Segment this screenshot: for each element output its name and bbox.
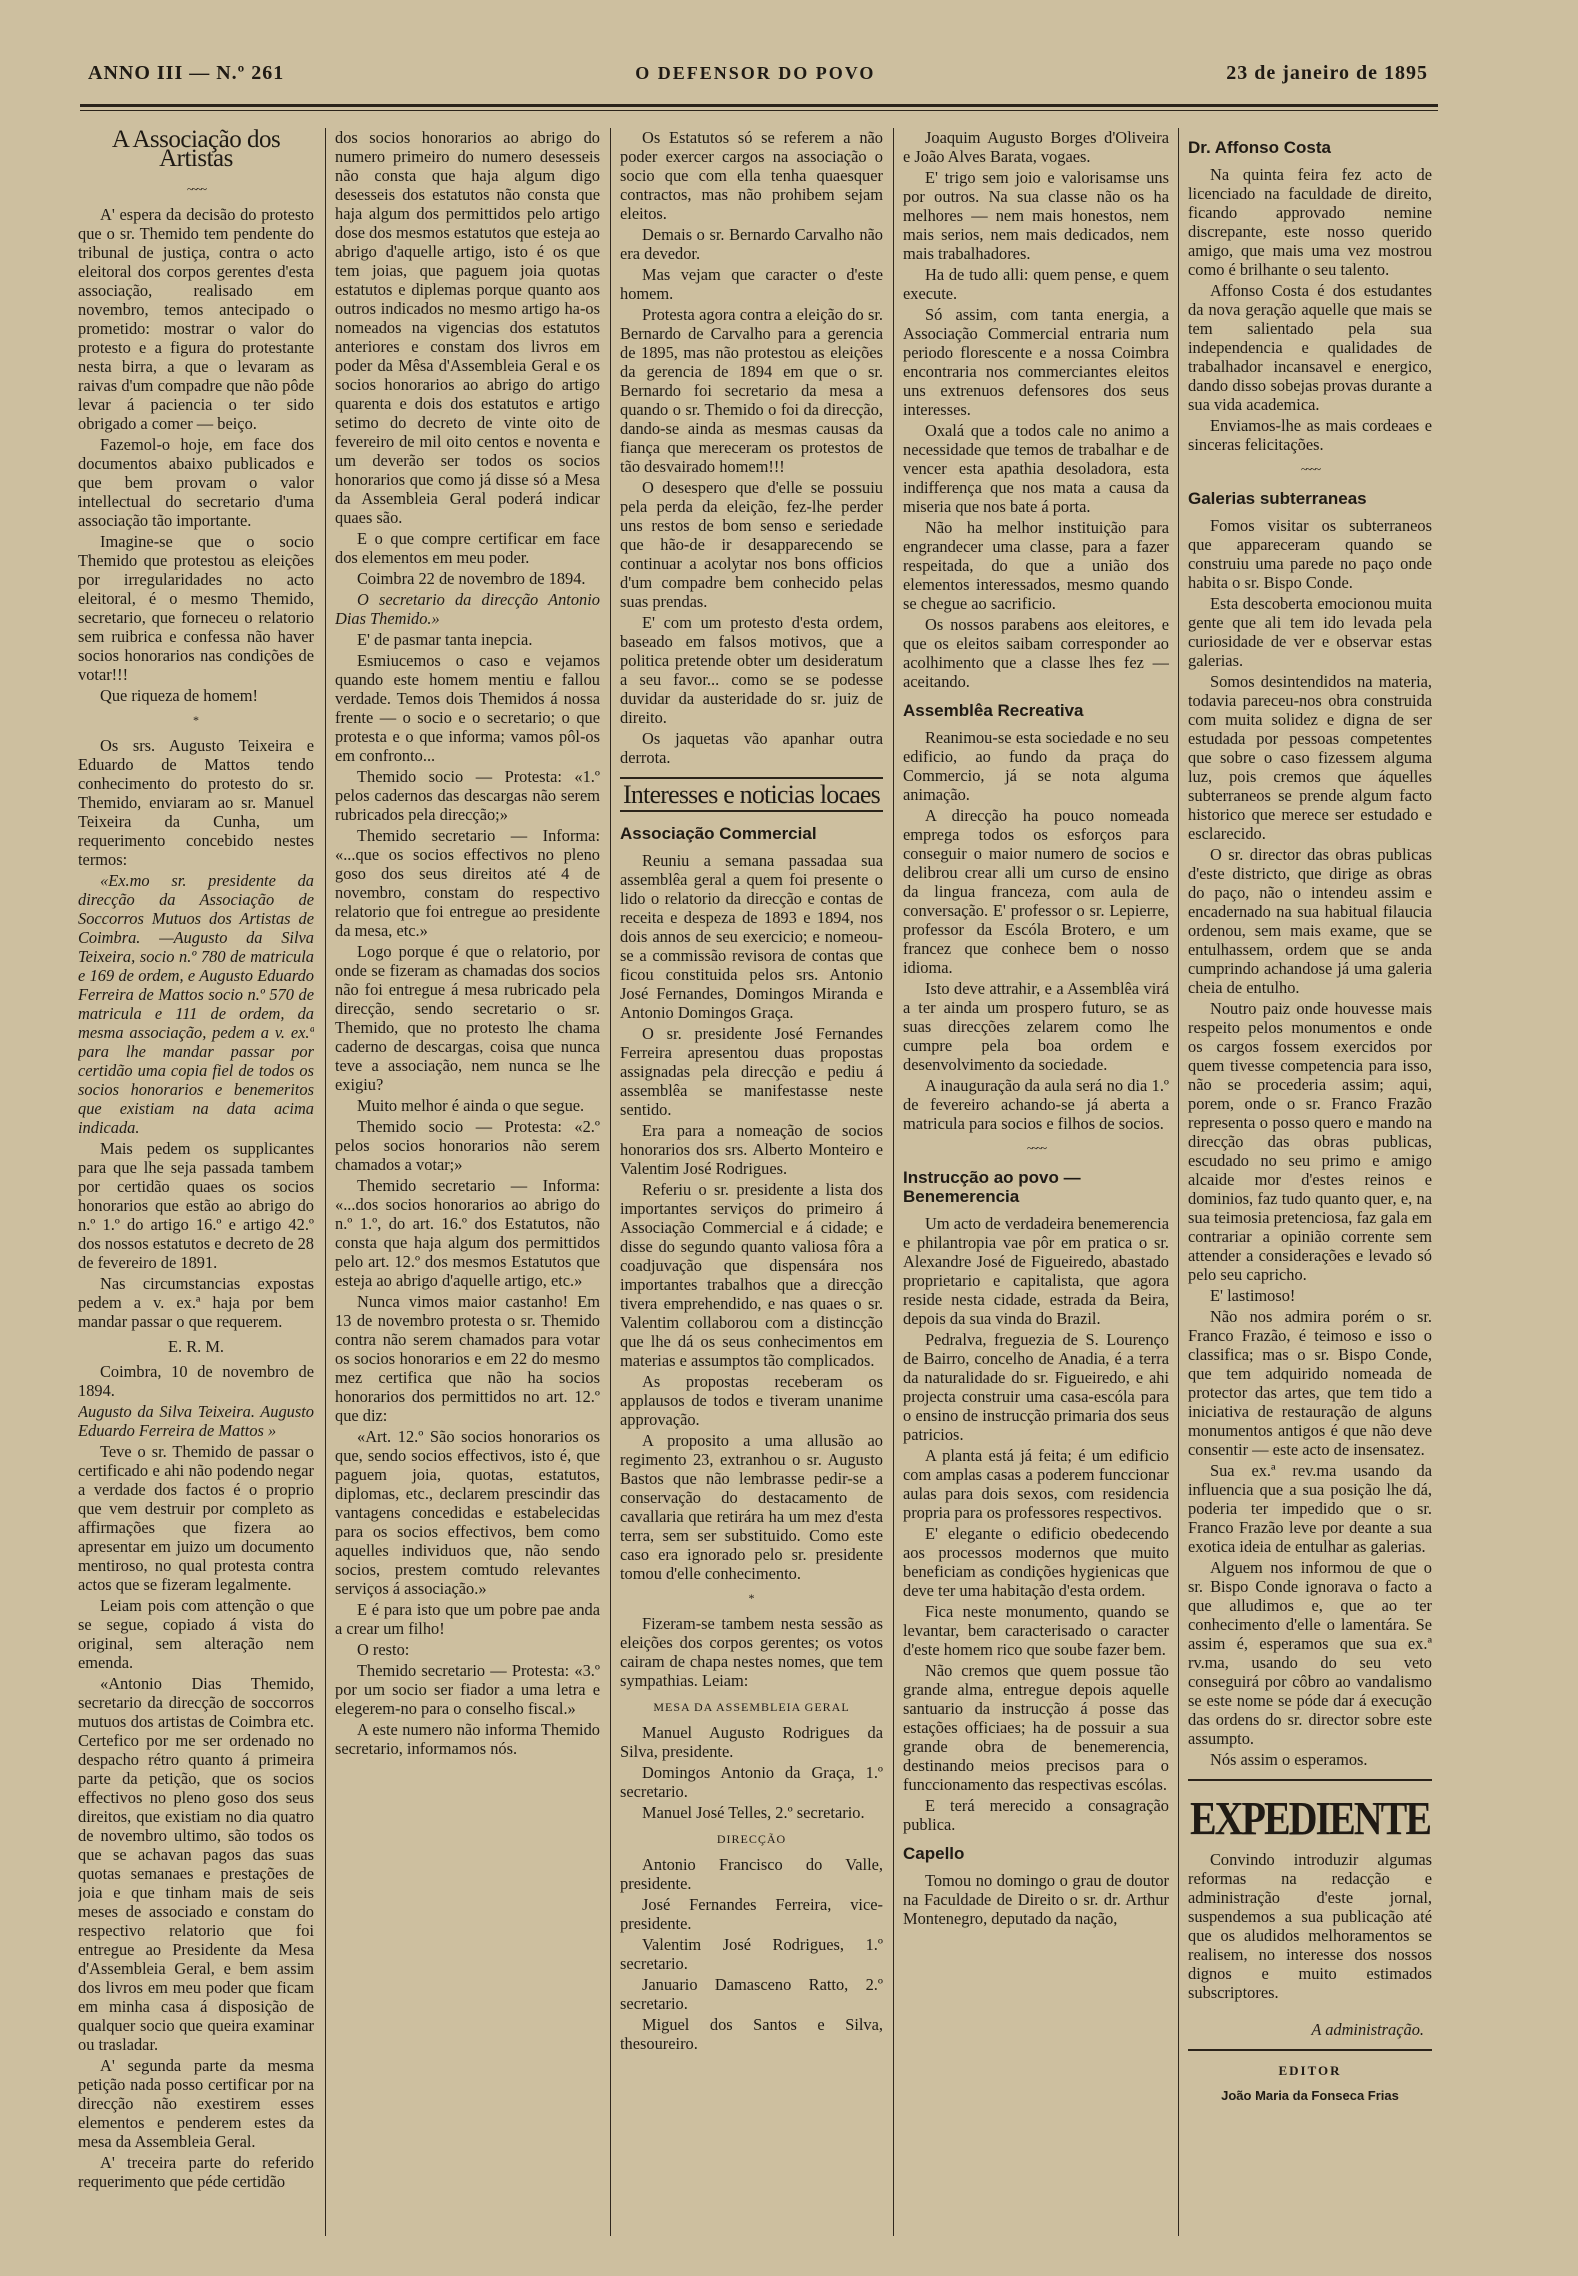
paragraph: Os srs. Augusto Teixeira e Eduardo de Mattos tendo conhecimento do protesto do sr. Themido, enviaram ao sr. Manuel Teixeira da Cunha, um requerimento concebido nestes termos: xyxy=(78,736,314,869)
paragraph: Tomou no domingo o grau de doutor na Faculdade de Direito o sr. dr. Arthur Montenegro, deputado da nação, xyxy=(903,1871,1169,1928)
paragraph: Esmiucemos o caso e vejamos quando este homem mentiu e fallou verdade. Temos dois Themidos á nossa frente — o socio e o secretario; o que protesta e o que informa; vamos pôl-os em confronto... xyxy=(335,651,600,765)
paragraph: Coimbra, 10 de novembro de 1894. xyxy=(78,1362,314,1400)
paragraph: Muito melhor é ainda o que segue. xyxy=(357,1096,585,1115)
paragraph: Enviamos-lhe as mais cordeaes e sinceras felicitações. xyxy=(1188,416,1432,454)
paragraph: As propostas receberam os applausos de todos e tiveram unanime approvação. xyxy=(620,1372,883,1429)
paragraph: A' segunda parte da mesma petição nada posso certificar por na direcção não exestirem esses elementos e penderem estes da mesa da Assembleia Geral. xyxy=(78,2056,314,2151)
issue-date: 23 de janeiro de 1895 xyxy=(1226,61,1428,84)
paragraph: A planta está já feita; é um edificio com amplas casas a poderem funccionar aulas para dois sexos, com residencia propria para os professores respectivos. xyxy=(903,1446,1169,1522)
paragraph: A' treceira parte do referido requerimento que péde certidão xyxy=(78,2153,314,2191)
paragraph: O secretario da direcção Antonio Dias Themido.» xyxy=(335,590,600,628)
paragraph: Noutro paiz onde houvesse mais respeito pelos monumentos e onde os cargos fossem exercidos por quem tivesse competencia para isso, não se procederia assim; aqui, porem, onde o sr. Franco Frazão representa o posso quero e mando na direcção das obras publicas, escudado no seu primo e amigo alcaide mor d'estes reinos e dominios, faz tudo quanto quer, e, na sua teimosia pretenciosa, faz gala em contrariar a opinião corrente sem attender a considerações e levado só pelo seu capricho. xyxy=(1188,999,1432,1284)
column-divider xyxy=(1178,128,1179,2236)
paragraph: Nós assim o esperamos. xyxy=(1210,1750,1368,1769)
paragraph: Não nos admira porém o sr. Franco Frazão, é teimoso e isso o classifica; mas o sr. Bispo Conde, que tem adquirido nomeada de protector das artes, que tem tido a iniciativa de restauração de alguns monumentos antigos é que não deve consentir — este acto de insensatez. xyxy=(1188,1307,1432,1459)
section-rule xyxy=(1188,2049,1432,2051)
column-divider xyxy=(610,128,611,2236)
paragraph: Manuel José Telles, 2.º secretario. xyxy=(642,1803,865,1822)
paragraph: Antonio Francisco do Valle, presidente. xyxy=(620,1855,883,1893)
section-heading: Interesses e noticias locaes xyxy=(620,777,883,812)
paragraph: Januario Damasceno Ratto, 2.º secretario. xyxy=(620,1975,883,2013)
paragraph: Os jaquetas vão apanhar outra derrota. xyxy=(620,729,883,767)
paragraph: Não ha melhor instituição para engrandecer uma classe, para a fazer respeitada, do que a união dos elementos interessados, mesmo quando se chegue ao sacrificio. xyxy=(903,518,1169,613)
paragraph: Nas circumstancias expostas pedem a v. ex.ª haja por bem mandar passar o que requerem. xyxy=(78,1274,314,1331)
paragraph: Nunca vimos maior castanho! Em 13 de novembro protesta o sr. Themido contra não serem chamados para votar os socios honorarios e em 22 do mesmo mez certifica que não ha socios honorarios dos permittidos no art. 12.º que diz: xyxy=(335,1292,600,1425)
editor-label: EDITOR xyxy=(1278,2063,1342,2078)
subheading: MESA DA ASSEMBLEIA GERAL xyxy=(653,1700,850,1714)
masthead-rule xyxy=(80,104,1438,107)
paragraph: Fizeram-se tambem nesta sessão as eleições dos corpos gerentes; os votos cairam de chapa nestes nomes, que tem sympathias. Leiam: xyxy=(620,1614,883,1690)
paragraph: Só assim, com tanta energia, a Associação Commercial entraria num periodo florescente e a nossa Coimbra encontraria nos commerciantes eleitos uns extrenuos defensores dos seus interesses. xyxy=(903,305,1169,419)
paragraph: E' de pasmar tanta inepcia. xyxy=(357,630,533,649)
column-divider xyxy=(325,128,326,2236)
paragraph: Fica neste monumento, quando se levantar, bem caracterisado o caracter d'este homem rico que soube fazer bem. xyxy=(903,1602,1169,1659)
paragraph: Reanimou-se esta sociedade e no seu edificio, ao fundo da praça do Commercio, já se nota alguma animação. xyxy=(903,728,1169,804)
newspaper-title: O DEFENSOR DO POVO xyxy=(635,62,876,83)
paragraph: Os Estatutos só se referem a não poder exercer cargos na associação o socio que com ella tenha quaesquer contractos, mas não prohibem sejam eleitos. xyxy=(620,128,883,223)
paragraph: Alguem nos informou de que o sr. Bispo Conde ignorava o facto a que alludimos e, que ao ter conhecimento d'elle o lamentára. Se assim é, esperamos que sua ex.ª rv.ma, usando do seu veto conseguirá por côbro ao vandalismo se este nome se póde dar á execução das ordens do sr. director sobre este assumpto. xyxy=(1188,1558,1432,1748)
paragraph: Sua ex.ª rev.ma usando da influencia que a sua posição lhe dá, poderia ter impedido que o sr. Franco Frazão leve por deante a sua exotica ideia de entulhar as galerias. xyxy=(1188,1461,1432,1556)
paragraph: E' trigo sem joio e valorisamse uns por outros. Na sua classe não os ha melhores — nem mais honestos, nem mais serios, nem mais dedicados, nem mais trabalhadores. xyxy=(903,168,1169,263)
paragraph: E' elegante o edificio obedecendo aos processos modernos que muito beneficiam as condições hygienicas que deve ter uma habitação d'esta ordem. xyxy=(903,1524,1169,1600)
paragraph: E o que compre certificar em face dos elementos em meu poder. xyxy=(335,529,600,567)
subheading: DIRECÇÃO xyxy=(716,1832,787,1846)
paragraph: A este numero não informa Themido secretario, informamos nós. xyxy=(335,1720,600,1758)
paragraph: Esta descoberta emocionou muita gente que ali tem ido levada pela curiosidade de ver e observar estas galerias. xyxy=(1188,594,1432,670)
paragraph: Domingos Antonio da Graça, 1.º secretario. xyxy=(620,1763,883,1801)
paragraph: E terá merecido a consagração publica. xyxy=(903,1796,1169,1834)
article-heading: Associação Commercial xyxy=(620,824,817,843)
paragraph: Mas vejam que caracter o d'este homem. xyxy=(620,265,883,303)
paragraph: Affonso Costa é dos estudantes da nova geração aquelle que mais se tem salientado pela sua independencia e qualidades de trabalhador incansavel e energico, dando disso sobejas provas durante a sua vida academica. xyxy=(1188,281,1432,414)
column-3 xyxy=(620,128,883,2210)
paragraph: Valentim José Rodrigues, 1.º secretario. xyxy=(620,1935,883,1973)
paragraph: A proposito a uma allusão ao regimento 23, extranhou o sr. Augusto Bastos que não lembrasse pedir-se a conservação do destacamento de cavallaria que retirára ha um mez d'esta terra, sem ser substituido. Como este caso era ignorado pelo sr. presidente tomou d'elle conhecimento. xyxy=(620,1431,883,1583)
issue-number: ANNO III — N.º 261 xyxy=(88,61,285,84)
paragraph: E' com um protesto d'esta ordem, baseado em falsos motivos, que a politica pretende obter um desideratum a seu favor... como se se podesse duvidar da austeridade do sr. juiz de direito. xyxy=(620,613,883,727)
ornament-star: * xyxy=(748,1591,755,1605)
paragraph: Os nossos parabens aos eleitores, e que os eleitos saibam corresponder ao acolhimento que a classe lhes fez — aceitando. xyxy=(903,615,1169,691)
column-divider xyxy=(893,128,894,2236)
paragraph: «Art. 12.º São socios honorarios os que, sendo socios effectivos, isto é, que paguem joia, quotas, estatutos, diplomas, etc., declarem prescindir das vantagens concedidas e estabelecidas para os socios effectivos, bem como aquelles individuos que, não sendo socios, prestem comtudo relevantes serviços á associação.» xyxy=(335,1427,600,1598)
paragraph: Joaquim Augusto Borges d'Oliveira e João Alves Barata, vogaes. xyxy=(903,128,1169,166)
paragraph: Fazemol-o hoje, em face dos documentos abaixo publicados e que bem provam o valor intellectual do secretario d'uma associação tão importante. xyxy=(78,435,314,530)
paragraph: Fomos visitar os subterraneos que appareceram quando se construiu uma parede no paço onde habita o sr. Bispo Conde. xyxy=(1188,516,1432,592)
article-heading: Dr. Affonso Costa xyxy=(1188,138,1331,157)
section-rule xyxy=(1188,1779,1432,1781)
article-heading: Galerias subterraneas xyxy=(1188,489,1367,508)
paragraph: Leiam pois com attenção o que se segue, copiado á vista do original, sem alteração nem emenda. xyxy=(78,1596,314,1672)
paragraph: Miguel dos Santos e Silva, thesoureiro. xyxy=(620,2015,883,2053)
paragraph: Themido secretario — Informa: «...que os socios effectivos no pleno goso dos seus direitos até 4 de novembro, constam do respectivo relatorio que foi entregue ao presidente da mesa, etc.» xyxy=(335,826,600,940)
article-heading: Instrucção ao povo — Benemerencia xyxy=(903,1168,1081,1206)
paragraph: Themido secretario — Informa: «...dos socios honorarios ao abrigo do n.º 1.º, do art. 16.º dos Estatutos, não consta que haja algum dos permittidos pelo art. 12.º dos mesmos Estatutos que esteja ao abrigo d'aquelle artigo, etc.» xyxy=(335,1176,600,1290)
paragraph: Na quinta feira fez acto de licenciado na faculdade de direito, ficando approvado nemine discrepante, este nosso querido amigo, que mais uma vez mostrou como é brilhante o seu talento. xyxy=(1188,165,1432,279)
paragraph: Demais o sr. Bernardo Carvalho não era devedor. xyxy=(620,225,883,263)
paragraph: Oxalá que a todos cale no animo a necessidade que temos de trabalhar e de vencer esta apathia desoladora, esta indifferença que nos mata a causa da miseria que nos bate á porta. xyxy=(903,421,1169,516)
paragraph: «Ex.mo sr. presidente da direcção da Associação de Soccorros Mutuos dos Artistas de Coimbra. —Augusto da Silva Teixeira, socio n.º 780 de matricula e 169 de ordem, e Augusto Eduardo Ferreira de Mattos socio n.º 570 de matricula e 111 de ordem, da mesma associação, pedem a v. ex.ª para lhe mandar passar por certidão uma copia fiel de todos os socios honorarios e benemeritos que existiam na data acima indicada. xyxy=(78,871,314,1137)
paragraph: Themido socio — Protesta: «1.º pelos cadernos das descargas não serem rubricados pela direcção;» xyxy=(335,767,600,824)
column-1 xyxy=(78,128,314,2210)
paragraph: José Fernandes Ferreira, vice-presidente. xyxy=(620,1895,883,1933)
paragraph: O sr. director das obras publicas d'este districto, que dirige as obras do paço, não o intendeu assim e encadernado na sua habitual filaucia ordenou, sem mais exame, que se entulhassem, ordem que se anda cumprindo achandose já uma galeria cheia de entulho. xyxy=(1188,845,1432,997)
column-2 xyxy=(335,128,600,2210)
column-5 xyxy=(1188,128,1432,2210)
paragraph: Logo porque é que o relatorio, por onde se fizeram as chamadas dos socios não foi entregue á mesa rubricado pela direcção, sendo secretario o sr. Themido, que no protesto lhe chama caderno de descargas, coisa que nunca teve a associação, nem nunca se lhe exigiu? xyxy=(335,942,600,1094)
paragraph: E' lastimoso! xyxy=(1210,1286,1296,1305)
expediente-heading: EXPEDIENTE xyxy=(1189,1791,1431,1846)
paragraph: A' espera da decisão do protesto que o sr. Themido tem pendente do tribunal de justiça, contra o acto eleitoral dos corpos gerentes d'esta associação, realisado em novembro, temos antecipado o prometido: mostrar o valor do protesto e a figura do protestante nesta birra, a que o levaram as raivas d'um compadre que não pôde levar á paciencia o ter sido obrigado a comer — beiço. xyxy=(78,205,314,433)
masthead xyxy=(88,58,1428,88)
paragraph: Reuniu a semana passadaa sua assemblêa geral a quem foi presente o lido o relatorio da direcção e contas de receita e despeza de 1893 e 1894, nos dois annos de seu exercicio; e nomeou-se a commissão revisora de contas que ficou constituida pelos srs. Antonio José Fernandes, Domingos Miranda e Antonio Domingos Graça. xyxy=(620,851,883,1022)
ornament xyxy=(903,1139,1169,1158)
paragraph: A inauguração da aula será no dia 1.º de fevereiro achando-se já aberta a matricula para socios e filhos de socios. xyxy=(903,1076,1169,1133)
paragraph: O resto: xyxy=(357,1640,410,1659)
paragraph: Ha de tudo alli: quem pense, e quem execute. xyxy=(903,265,1169,303)
column-4 xyxy=(903,128,1169,2210)
paragraph: Referiu o sr. presidente a lista dos importantes serviços do primeiro á Associação Commercial e á cidade; e disse do segundo quanto valiosa fôra a coadjuvação que dispensára nos importantes trabalhos que a direcção tivera emprehendido, e nas quaes o sr. Valentim collaborou com a distincção que lhe dá os seus conhecimentos em materias e assumptos tão complicados. xyxy=(620,1180,883,1370)
paragraph: Teve o sr. Themido de passar o certificado e ahi não podendo negar a verdade dos factos é o proprio que vem destruir por completo as affirmações que fizera ao apresentar em juizo um documento mentiroso, no qual protesta contra actos que se fizeram legalmente. xyxy=(78,1442,314,1594)
masthead-rule-thin xyxy=(80,110,1438,111)
ornament-star: * xyxy=(193,713,199,727)
paragraph: Augusto da Silva Teixeira. Augusto Eduardo Ferreira de Mattos » xyxy=(78,1402,314,1440)
paragraph: Protesta agora contra a eleição do sr. Bernardo de Carvalho para a gerencia de 1895, mas não protestou as eleições da gerencia de 1894 em que o sr. Bernardo foi secretario da mesa a quando o sr. Themido o foi da direcção, dando-se ainda as mesmas causas da fiança que mereceram os protestos de tão desvairado homem!!! xyxy=(620,305,883,476)
paragraph: Era para a nomeação de socios honorarios dos srs. Alberto Monteiro e Valentim José Rodrigues. xyxy=(620,1121,883,1178)
administration-signature: A administração. xyxy=(1311,2020,1424,2039)
paragraph: dos socios honorarios ao abrigo do numero primeiro do numero desesseis não consta que haja algum digo desesseis dos estatutos não consta que haja algum dos permittidos pelo artigo dose dos mesmos estatutos que esteja ao abrigo d'aquelle artigo, isto é os que tem joias, que paguem joia quotas estatutos e diplemas porque quanto aos outros indicados no mesmo artigo ha-os nomeados na vigencias dos estatutos anteriores e constam dos livros em poder da Mêsa d'Assembleia Geral e os socios honorarios ao abrigo do artigo quarenta e dois dos estatutos e artigo setimo do decreto de vinte oito de fevereiro de mil oito centos e noventa e um deverão ser todos os socios honorarios que como já disse só a Mesa da Assembleia Geral poderá indicar quaes são. xyxy=(335,128,600,527)
paragraph: Mais pedem os supplicantes para que lhe seja passada tambem por certidão quaes os socios honorarios que estão ao abrigo do n.º 1.º do artigo 16.º e artigo 42.º dos nossos estatutos e decreto de 28 de fevereiro de 1891. xyxy=(78,1139,314,1272)
ornament xyxy=(78,180,314,199)
paragraph: Isto deve attrahir, e a Assemblêa virá a ter ainda um prospero futuro, se as suas direcções zelarem como lhe cumpre pela boa ordem e desenvolvimento da sociedade. xyxy=(903,979,1169,1074)
paragraph: Convindo introduzir algumas reformas na redacção e administração d'este jornal, suspendemos a sua publicação até que os aludidos melhoramentos se realisem, no interesse dos nossos dignos e muito estimados subscriptores. xyxy=(1188,1850,1432,2002)
paragraph: Que riqueza de homem! xyxy=(100,686,258,705)
signature-initials: E. R. M. xyxy=(167,1337,224,1356)
paragraph: A direcção ha pouco nomeada emprega todos os esforços para conseguir o maior numero de socios e delibrou crear alli um curso de ensino da lingua franceza, com aula de conversação. E' professor o sr. Lepierre, professor da Escóla Brotero, e um francez que conhece bem o nosso idioma. xyxy=(903,806,1169,977)
article-heading: Assemblêa Recreativa xyxy=(903,701,1084,720)
paragraph: Themido secretario — Protesta: «3.º por um socio ser fiador a uma letra e elegerem-no para o conselho fiscal.» xyxy=(335,1661,600,1718)
article-heading: Capello xyxy=(903,1844,965,1863)
paragraph: Imagine-se que o socio Themido que protestou as eleições por irregularidades no acto eleitoral, é o mesmo Themido, secretario, que forneceu o relatorio sem ruibrica e confessa não haver socios honorarios nas condições de votar!!! xyxy=(78,532,314,684)
ornament xyxy=(1188,460,1432,479)
editor-name: João Maria da Fonseca Frias xyxy=(1221,2088,1399,2103)
paragraph: E é para isto que um pobre pae anda a crear um filho! xyxy=(335,1600,600,1638)
article-heading: A Associação dos Artistas xyxy=(111,128,281,172)
paragraph: Manuel Augusto Rodrigues da Silva, presidente. xyxy=(620,1723,883,1761)
paragraph: Um acto de verdadeira benemerencia e philantropia vae pôr em pratica o sr. Alexandre José de Figueiredo, abastado proprietario e capitalista, que agora reside nesta cidade, estrada da Beira, depois da sua vinda do Brazil. xyxy=(903,1214,1169,1328)
paragraph: Somos desintendidos na materia, todavia pareceu-nos obra construida com muita solidez e digna de ser estudada por pessoas competentes que sobre o caso fizessem alguma luz, pois cremos que áquelles subterraneos se prende algum facto historico que merece ser estudado e esclarecido. xyxy=(1188,672,1432,843)
paragraph: «Antonio Dias Themido, secretario da direcção de soccorros mutuos dos artistas de Coimbra etc. Certefico por me ser ordenado no despacho rétro quanto á primeira parte da petição, que os socios effectivos no pleno goso dos seus direitos, que existiam no dia quatro de novembro ultimo, são todos os que se achavan pagos das suas quotas semanaes e prestações de joia e que tinham mais de seis meses de associado e constam do respectivo relatorio que foi entregue ao Presidente da Mesa d'Assembleia Geral, e bem assim dos livros em meu poder que ficam em minha casa á disposição de qualquer socio que queira examinar ou trasladar. xyxy=(78,1674,314,2054)
paragraph: Não cremos que quem possue tão grande alma, entregue depois aquelle santuario da instrucção á posse das estações officiaes; ha de possuir a sua grande obra de benemerencia, destinando meios precisos para o funccionamento das respectivas escólas. xyxy=(903,1661,1169,1794)
paragraph: O desespero que d'elle se possuiu pela perda da eleição, fez-lhe perder uns restos de bom senso e seriedade que hão-de ir desapparecendo se continuar a acolytar nos bons officios d'um compadre bem conhecido pelas suas prendas. xyxy=(620,478,883,611)
paragraph: Themido socio — Protesta: «2.º pelos socios honorarios não serem chamados a votar;» xyxy=(335,1117,600,1174)
paragraph: O sr. presidente José Fernandes Ferreira apresentou duas propostas assignadas pela direcção e pediu á assemblêa se manifestasse neste sentido. xyxy=(620,1024,883,1119)
paragraph: Pedralva, freguezia de S. Lourenço de Bairro, concelho de Anadia, é a terra da naturalidade do sr. Figueiredo, e ahi projecta construir uma casa-escóla para o ensino de instrucção primaria dos seus patricios. xyxy=(903,1330,1169,1444)
paragraph: Coimbra 22 de novembro de 1894. xyxy=(357,569,586,588)
